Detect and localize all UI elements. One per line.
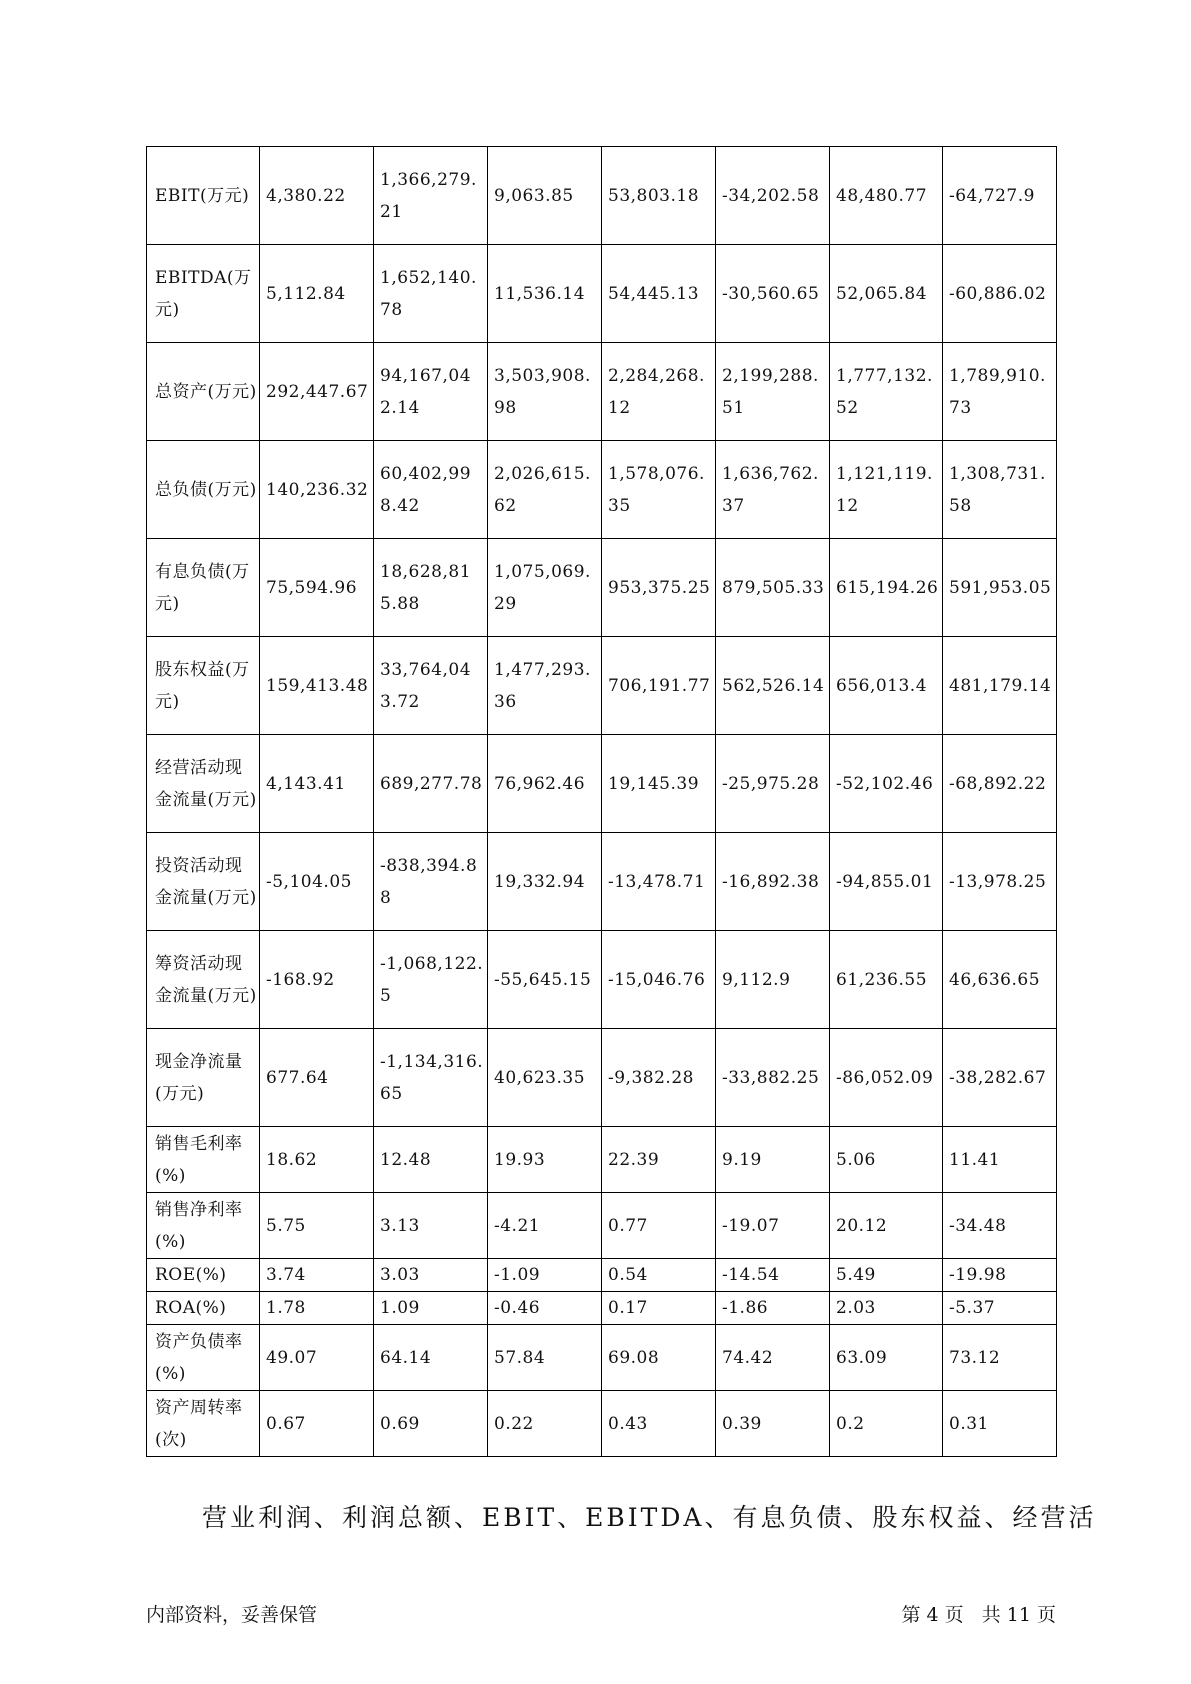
table-cell: 1,789,910.73 [943,343,1057,441]
table-cell: -64,727.9 [943,147,1057,245]
row-label: 现金净流量(万元) [147,1029,260,1127]
table-cell: 1,636,762.37 [716,441,830,539]
table-cell: 562,526.14 [716,637,830,735]
table-cell: -94,855.01 [830,833,943,931]
table-cell: -4.21 [488,1193,602,1259]
table-cell: -19.98 [943,1259,1057,1292]
row-label: 总资产(万元) [147,343,260,441]
table-cell: 60,402,998.42 [374,441,488,539]
row-label: 资产周转率(次) [147,1391,260,1457]
table-cell: 57.84 [488,1325,602,1391]
table-cell: 4,380.22 [260,147,374,245]
table-cell: -68,892.22 [943,735,1057,833]
row-label: EBITDA(万元) [147,245,260,343]
row-label: 有息负债(万元) [147,539,260,637]
table-cell: -14.54 [716,1259,830,1292]
table-row [147,1029,1057,1127]
table-cell: 4,143.41 [260,735,374,833]
table-cell: 481,179.14 [943,637,1057,735]
table-cell: 0.39 [716,1391,830,1457]
table-cell: -16,892.38 [716,833,830,931]
table-cell: -19.07 [716,1193,830,1259]
row-label: 筹资活动现金流量(万元) [147,931,260,1029]
table-row [147,1391,1057,1457]
table-cell: 615,194.26 [830,539,943,637]
table-cell: -838,394.88 [374,833,488,931]
table-cell: 9.19 [716,1127,830,1193]
table-cell: 1,075,069.29 [488,539,602,637]
table-cell: 140,236.32 [260,441,374,539]
table-row [147,147,1057,245]
table-cell: 54,445.13 [602,245,716,343]
table-cell: -9,382.28 [602,1029,716,1127]
table-cell: 20.12 [830,1193,943,1259]
row-label: 经营活动现金流量(万元) [147,735,260,833]
table-cell: 292,447.67 [260,343,374,441]
table-cell: 1,477,293.36 [488,637,602,735]
table-cell: 64.14 [374,1325,488,1391]
table-cell: 2,284,268.12 [602,343,716,441]
table-cell: 0.17 [602,1292,716,1325]
table-cell: 53,803.18 [602,147,716,245]
table-cell: 5.06 [830,1127,943,1193]
table-cell: 1,366,279.21 [374,147,488,245]
row-label: EBIT(万元) [147,147,260,245]
table-cell: 22.39 [602,1127,716,1193]
table-cell: -1.09 [488,1259,602,1292]
table-cell: 5.75 [260,1193,374,1259]
table-cell: 19,332.94 [488,833,602,931]
table-cell: -52,102.46 [830,735,943,833]
table-cell: 52,065.84 [830,245,943,343]
table-cell: 63.09 [830,1325,943,1391]
table-cell: 1,652,140.78 [374,245,488,343]
table-cell: -168.92 [260,931,374,1029]
table-cell: 5,112.84 [260,245,374,343]
table-cell: 0.22 [488,1391,602,1457]
table-row [147,441,1057,539]
table-cell: 0.43 [602,1391,716,1457]
table-row [147,1127,1057,1193]
footer-confidential-note: 内部资料，妥善保管 [146,1604,318,1626]
table-cell: -38,282.67 [943,1029,1057,1127]
row-label: ROE(%) [147,1259,260,1292]
table-cell: -5,104.05 [260,833,374,931]
table-cell: -0.46 [488,1292,602,1325]
table-cell: -5.37 [943,1292,1057,1325]
table-cell: 656,013.4 [830,637,943,735]
table-cell: 9,112.9 [716,931,830,1029]
table-row [147,931,1057,1029]
table-cell: 49.07 [260,1325,374,1391]
table-cell: 1,121,119.12 [830,441,943,539]
table-cell: 11,536.14 [488,245,602,343]
table-cell: -33,882.25 [716,1029,830,1127]
table-cell: 12.48 [374,1127,488,1193]
table-cell: 953,375.25 [602,539,716,637]
table-cell: 3,503,908.98 [488,343,602,441]
table-cell: 2,199,288.51 [716,343,830,441]
table-row [147,1193,1057,1259]
table-cell: -1.86 [716,1292,830,1325]
table-cell: 1,578,076.35 [602,441,716,539]
table-cell: -34.48 [943,1193,1057,1259]
table-row [147,343,1057,441]
table-cell: 3.13 [374,1193,488,1259]
table-cell: 591,953.05 [943,539,1057,637]
footer-page-number: 第 4 页 共 11 页 [901,1604,1056,1626]
table-cell: 0.77 [602,1193,716,1259]
table-row [147,539,1057,637]
table-cell: -55,645.15 [488,931,602,1029]
table-cell: 3.74 [260,1259,374,1292]
table-cell: 9,063.85 [488,147,602,245]
table-cell: 18,628,815.88 [374,539,488,637]
table-cell: 0.2 [830,1391,943,1457]
table-cell: 879,505.33 [716,539,830,637]
table-body [147,147,1057,1457]
table-cell: 0.69 [374,1391,488,1457]
table-cell: 61,236.55 [830,931,943,1029]
table-cell: 1.09 [374,1292,488,1325]
financial-data-table [146,146,1057,1457]
row-label: 总负债(万元) [147,441,260,539]
table-cell: 40,623.35 [488,1029,602,1127]
table-cell: -1,134,316.65 [374,1029,488,1127]
table-cell: 159,413.48 [260,637,374,735]
table-cell: -15,046.76 [602,931,716,1029]
table-cell: 33,764,043.72 [374,637,488,735]
row-label: 资产负债率(%) [147,1325,260,1391]
table-row [147,245,1057,343]
table-cell: 677.64 [260,1029,374,1127]
table-cell: 2.03 [830,1292,943,1325]
table-cell: 1.78 [260,1292,374,1325]
table-cell: 69.08 [602,1325,716,1391]
table-cell: 706,191.77 [602,637,716,735]
table-cell: 5.49 [830,1259,943,1292]
row-label: 销售净利率(%) [147,1193,260,1259]
table-row [147,1259,1057,1292]
table-cell: 73.12 [943,1325,1057,1391]
table-cell: 0.67 [260,1391,374,1457]
row-label: ROA(%) [147,1292,260,1325]
table-cell: 74.42 [716,1325,830,1391]
table-cell: 19.93 [488,1127,602,1193]
table-row [147,1292,1057,1325]
table-cell: -1,068,122.5 [374,931,488,1029]
table-cell: 1,777,132.52 [830,343,943,441]
table-cell: 46,636.65 [943,931,1057,1029]
table-row [147,735,1057,833]
table-cell: 75,594.96 [260,539,374,637]
table-cell: 94,167,042.14 [374,343,488,441]
table-cell: 1,308,731.58 [943,441,1057,539]
table-row [147,637,1057,735]
body-paragraph: 营业利润、利润总额、EBIT、EBITDA、有息负债、股东权益、经营活 [202,1503,1097,1532]
table-cell: 689,277.78 [374,735,488,833]
row-label: 投资活动现金流量(万元) [147,833,260,931]
table-row [147,1325,1057,1391]
table-cell: 0.54 [602,1259,716,1292]
table-cell: 2,026,615.62 [488,441,602,539]
table-cell: -13,478.71 [602,833,716,931]
table-cell: 48,480.77 [830,147,943,245]
table-cell: 11.41 [943,1127,1057,1193]
table-cell: -13,978.25 [943,833,1057,931]
table-row [147,833,1057,931]
table-cell: 3.03 [374,1259,488,1292]
table-cell: 19,145.39 [602,735,716,833]
table-cell: -60,886.02 [943,245,1057,343]
row-label: 销售毛利率(%) [147,1127,260,1193]
table-cell: 18.62 [260,1127,374,1193]
table-cell: 76,962.46 [488,735,602,833]
table-cell: -30,560.65 [716,245,830,343]
table-cell: 0.31 [943,1391,1057,1457]
table-cell: -86,052.09 [830,1029,943,1127]
table-cell: -25,975.28 [716,735,830,833]
row-label: 股东权益(万元) [147,637,260,735]
table-cell: -34,202.58 [716,147,830,245]
